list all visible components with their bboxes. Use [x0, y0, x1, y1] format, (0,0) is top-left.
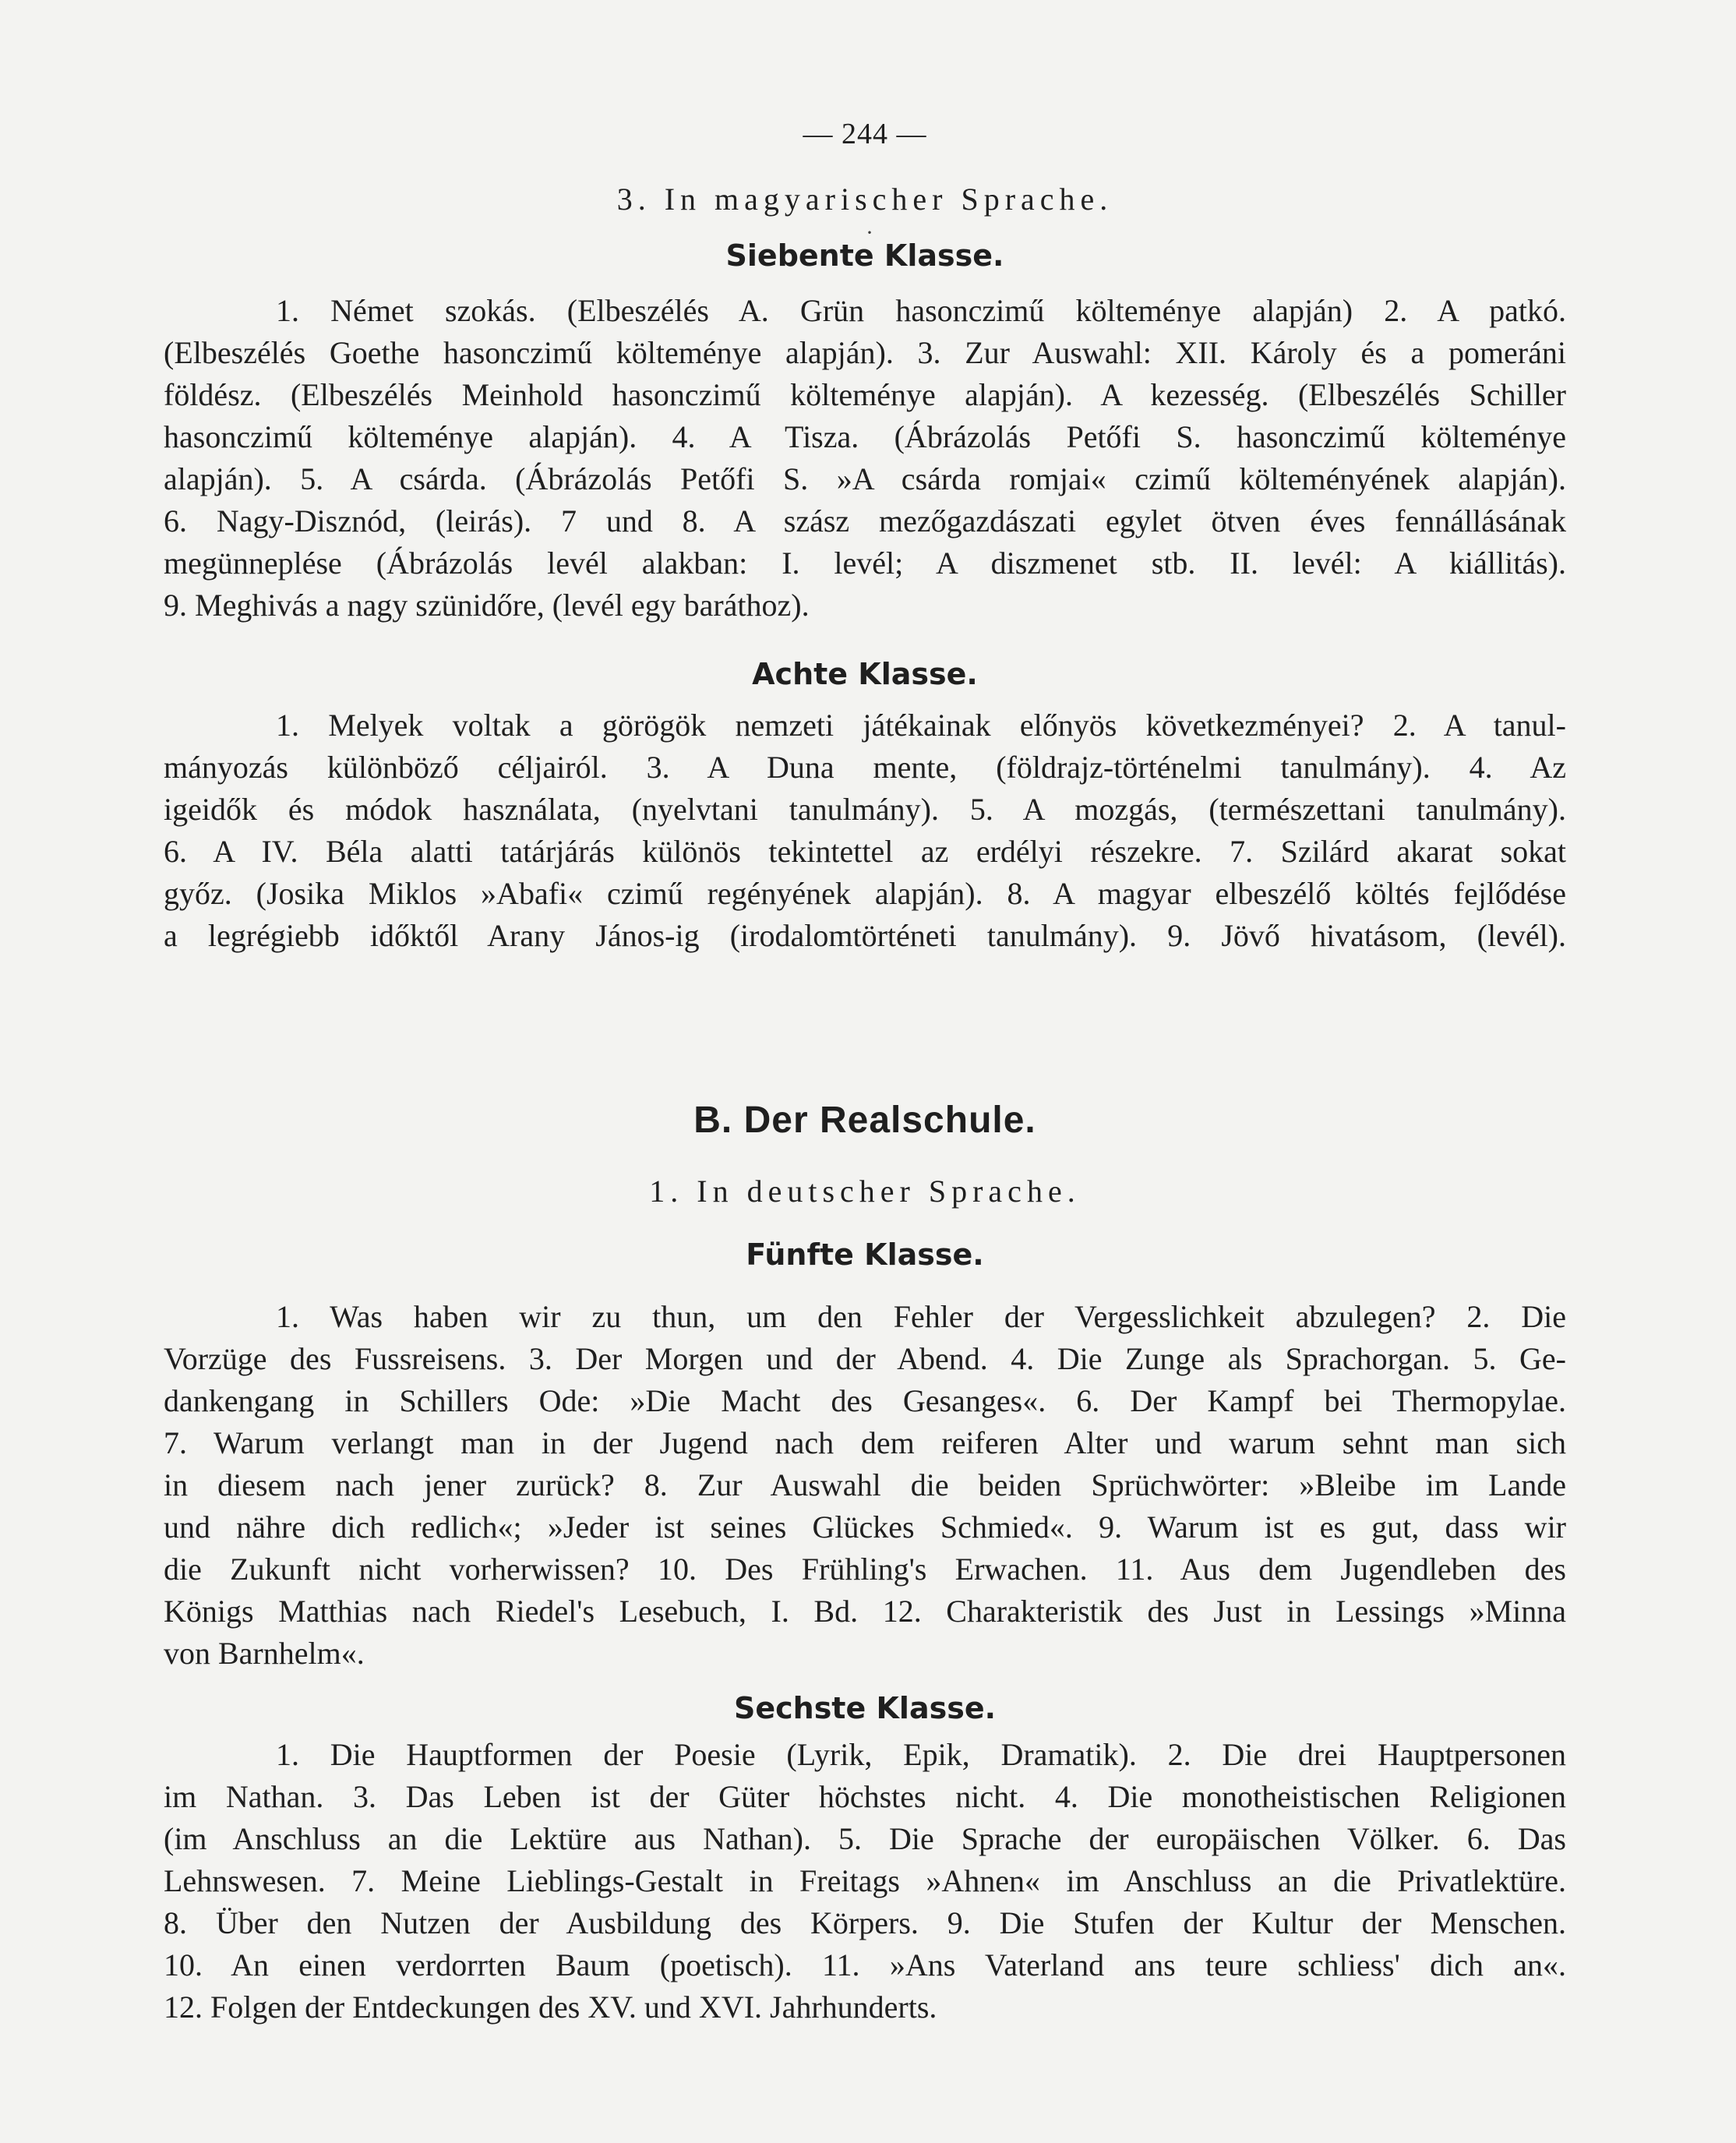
- text-line: Königs Matthias nach Riedel's Lesebuch, I. Bd. 12. Charakteristik des Just in Lessings »Minna: [164, 1594, 1566, 1629]
- text-line: im Nathan. 3. Das Leben ist der Güter höchstes nicht. 4. Die monotheistischen Religionen: [164, 1779, 1566, 1814]
- text-line: a legrégiebb időktől Arany János-ig (irodalomtörténeti tanulmány). 9. Jövő hivatásom, (levél).: [164, 918, 1566, 953]
- text-line: 1. Die Hauptformen der Poesie (Lyrik, Epik, Dramatik). 2. Die drei Hauptpersonen: [276, 1737, 1566, 1772]
- text-line: 1. Melyek voltak a görögök nemzeti játékainak előnyös következményei? 2. A tanul-: [276, 708, 1566, 743]
- class-heading-eighth: Achte Klasse.: [752, 657, 978, 691]
- text-line: 1. Was haben wir zu thun, um den Fehler der Vergesslichkeit abzulegen? 2. Die: [276, 1299, 1566, 1334]
- text-line: alapján). 5. A csárda. (Ábrázolás Petőfi S. »A csárda romjai« czimű költeményének alapján).: [164, 461, 1566, 496]
- print-speck: ·: [866, 220, 873, 245]
- text-line: (im Anschluss an die Lektüre aus Nathan). 5. Die Sprache der europäischen Völker. 6. Das: [164, 1821, 1566, 1856]
- text-line: Lehnswesen. 7. Meine Lieblings-Gestalt in Freitags »Ahnen« im Anschluss an die Privatlektüre.: [164, 1863, 1566, 1898]
- text-line: 10. An einen verdorrten Baum (poetisch). 11. »Ans Vaterland ans teure schliess' dich an«.: [164, 1947, 1566, 1982]
- text-line: 6. A IV. Béla alatti tatárjárás különös tekintettel az erdélyi részekre. 7. Szilárd akarat sokat: [164, 834, 1566, 869]
- page-number: — 244 —: [803, 118, 927, 150]
- paragraph-seventh-class: [164, 290, 1566, 627]
- text-line: megünneplése (Ábrázolás levél alakban: I. levél; A diszmenet stb. II. levél: A kiállitás).: [164, 545, 1566, 581]
- text-line: (Elbeszélés Goethe hasonczimű költeménye alapján). 3. Zur Auswahl: XII. Károly és a pomeráni: [164, 335, 1566, 370]
- text-line: földész. (Elbeszélés Meinhold hasonczimű költeménye alapján). A kezesség. (Elbeszélés Schiller: [164, 377, 1566, 412]
- text-line: Vorzüge des Fussreisens. 3. Der Morgen und der Abend. 4. Die Zunge als Sprachorgan. 5. Ge-: [164, 1341, 1566, 1376]
- language-heading-german: 1. In deutscher Sprache.: [649, 1174, 1081, 1209]
- text-line: von Barnhelm«.: [164, 1636, 365, 1671]
- text-line: 7. Warum verlangt man in der Jugend nach dem reiferen Alter und warum sehnt man sich: [164, 1425, 1566, 1460]
- paragraph-eighth-class: [164, 704, 1566, 957]
- text-line: in diesem nach jener zurück? 8. Zur Auswahl die beiden Sprüchwörter: »Bleibe im Lande: [164, 1467, 1566, 1502]
- text-line: die Zukunft nicht vorherwissen? 10. Des Frühling's Erwachen. 11. Aus dem Jugendleben des: [164, 1552, 1566, 1587]
- text-line: győz. (Josika Miklos »Abafi« czimű regényének alapján). 8. A magyar elbeszélő költés fejlődése: [164, 876, 1566, 911]
- paragraph-fifth-class: [164, 1296, 1566, 1675]
- text-line: und nähre dich redlich«; »Jeder ist seines Glückes Schmied«. 9. Warum ist es gut, dass wir: [164, 1509, 1566, 1545]
- text-line: mányozás különböző céljairól. 3. A Duna mente, (földrajz-történelmi tanulmány). 4. Az: [164, 750, 1566, 785]
- text-line: dankengang in Schillers Ode: »Die Macht des Gesanges«. 6. Der Kampf bei Thermopylae.: [164, 1383, 1566, 1418]
- class-heading-fifth: Fünfte Klasse.: [746, 1237, 984, 1272]
- text-line: 8. Über den Nutzen der Ausbildung des Körpers. 9. Die Stufen der Kultur der Menschen.: [164, 1905, 1566, 1940]
- part-heading-realschule: B. Der Realschule.: [693, 1100, 1036, 1141]
- paragraph-sixth-class: [164, 1734, 1566, 2028]
- text-line: 1. Német szokás. (Elbeszélés A. Grün hasonczimű költeménye alapján) 2. A patkó.: [276, 293, 1566, 328]
- text-line: 12. Folgen der Entdeckungen des XV. und XVI. Jahrhunderts.: [164, 1989, 937, 2025]
- class-heading-seventh: Siebente Klasse.: [725, 238, 1004, 273]
- text-line: hasonczimű költeménye alapján). 4. A Tisza. (Ábrázolás Petőfi S. hasonczimű költeménye: [164, 419, 1566, 454]
- text-line: 9. Meghivás a nagy szünidőre, (levél egy baráthoz).: [164, 588, 810, 623]
- language-heading-hungarian: 3. In magyarischer Sprache.: [616, 182, 1113, 217]
- class-heading-sixth: Sechste Klasse.: [733, 1691, 997, 1725]
- text-line: igeidők és módok használata, (nyelvtani tanulmány). 5. A mozgás, (természettani tanulmány).: [164, 792, 1566, 827]
- text-line: 6. Nagy-Disznód, (leirás). 7 und 8. A szász mezőgazdászati egylet ötven éves fennállásának: [164, 503, 1566, 538]
